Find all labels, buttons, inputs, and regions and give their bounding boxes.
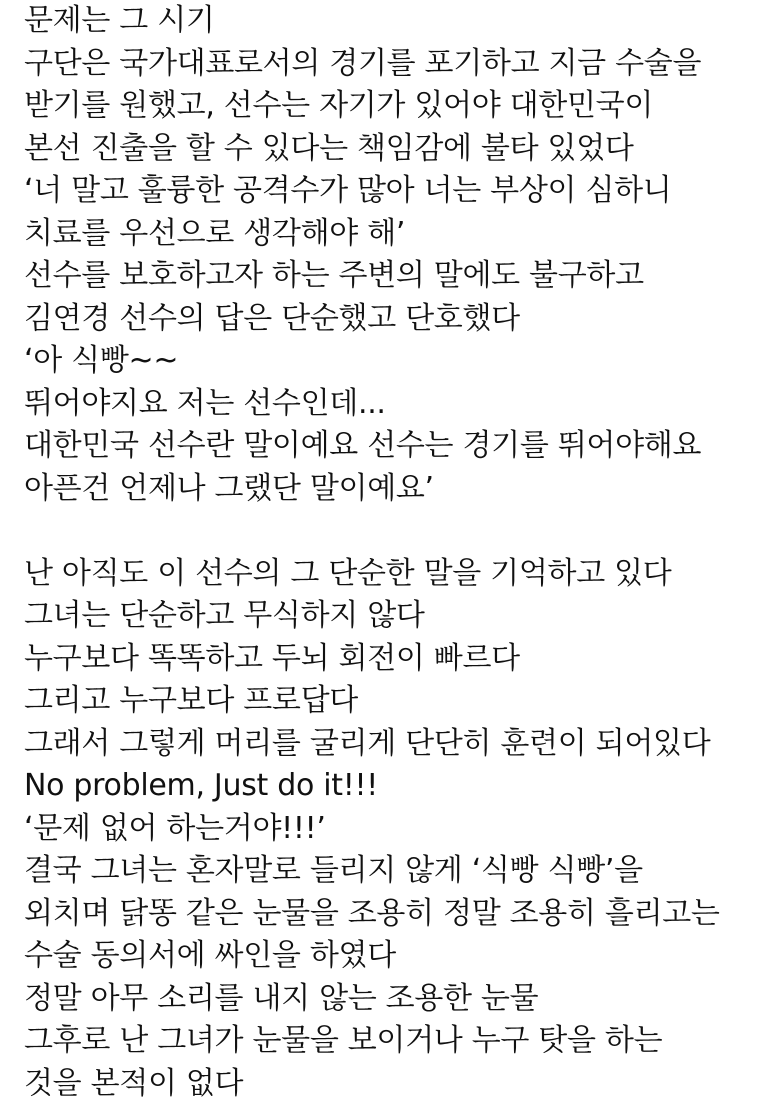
text-line: 누구보다 똑똑하고 두뇌 회전이 빠르다	[24, 638, 774, 681]
text-line: 정말 아무 소리를 내지 않는 조용한 눈물	[24, 978, 774, 1021]
text-line: 뛰어야지요 저는 선수인데...	[24, 383, 774, 426]
text-line: 본선 진출을 할 수 있다는 책임감에 불타 있었다	[24, 128, 774, 171]
text-line: 그리고 누구보다 프로답다	[24, 680, 774, 723]
text-line: 결국 그녀는 혼자말로 들리지 않게 ‘식빵 식빵’을	[24, 850, 774, 893]
text-line: 받기를 원했고, 선수는 자기가 있어야 대한민국이	[24, 85, 774, 128]
text-line: 치료를 우선으로 생각해야 해’	[24, 213, 774, 256]
text-line: 난 아직도 이 선수의 그 단순한 말을 기억하고 있다	[24, 553, 774, 596]
text-line: 구단은 국가대표로서의 경기를 포기하고 지금 수술을	[24, 43, 774, 86]
text-line: ‘너 말고 훌륭한 공격수가 많아 너는 부상이 심하니	[24, 170, 774, 213]
text-line: 그후로 난 그녀가 눈물을 보이거나 누구 탓을 하는	[24, 1020, 774, 1063]
text-line: 아픈건 언제나 그랬단 말이예요’	[24, 468, 774, 511]
text-line: 문제는 그 시기	[24, 0, 774, 43]
text-line: 수술 동의서에 싸인을 하였다	[24, 935, 774, 978]
text-line: 대한민국 선수란 말이예요 선수는 경기를 뛰어야해요	[24, 425, 774, 468]
document-body	[24, 0, 774, 1105]
text-line: 김연경 선수의 답은 단순했고 단호했다	[24, 298, 774, 341]
text-line: No problem, Just do it!!!	[24, 765, 774, 808]
text-line: ‘아 식빵~~	[24, 340, 774, 383]
text-line: 것을 본적이 없다	[24, 1063, 774, 1105]
text-line: ‘문제 없어 하는거야!!!’	[24, 808, 774, 851]
paragraph-break	[24, 510, 774, 553]
text-line: 그녀는 단순하고 무식하지 않다	[24, 595, 774, 638]
text-line: 외치며 닭똥 같은 눈물을 조용히 정말 조용히 흘리고는	[24, 893, 774, 936]
text-line: 그래서 그렇게 머리를 굴리게 단단히 훈련이 되어있다	[24, 723, 774, 766]
text-line: 선수를 보호하고자 하는 주변의 말에도 불구하고	[24, 255, 774, 298]
